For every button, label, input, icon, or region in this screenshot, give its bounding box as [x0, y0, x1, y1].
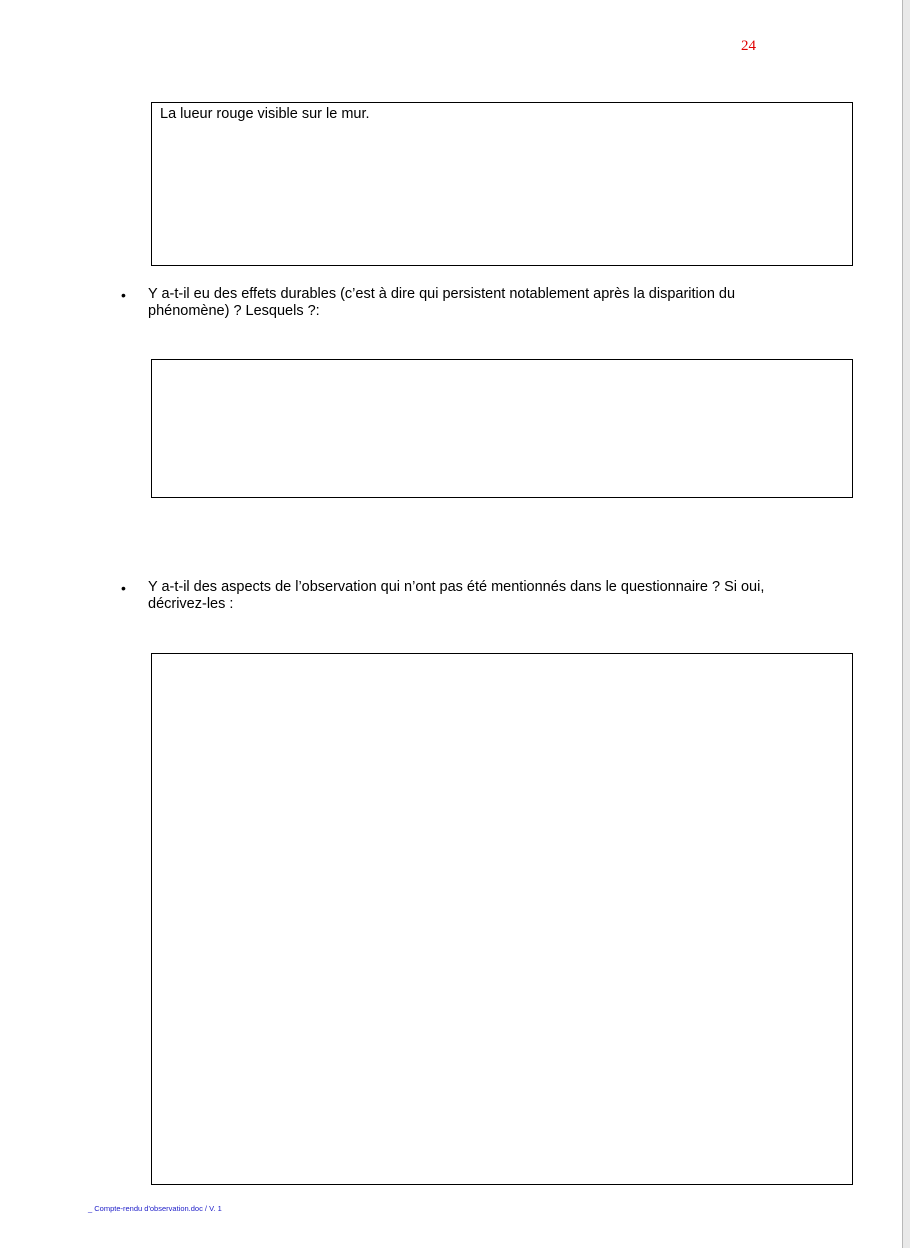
question-lasting-effects-line-2: phénomène) ? Lesquels ?:: [148, 303, 320, 319]
question-other-aspects: [148, 579, 828, 613]
question-other-aspects-line-2: décrivez-les :: [148, 596, 234, 612]
footer-filename: _ Compte-rendu d'observation.doc / V. 1: [88, 1204, 222, 1213]
bullet-1: •: [121, 287, 126, 303]
answer-box-2[interactable]: [151, 359, 853, 498]
answer-box-3[interactable]: [151, 653, 853, 1185]
question-lasting-effects-line-1: Y a-t-il eu des effets durables (c’est à dire qui persistent notablement après la disparition du: [148, 286, 736, 302]
answer-box-1[interactable]: [151, 102, 853, 266]
bullet-2: •: [121, 580, 126, 596]
page-number: 24: [741, 38, 756, 54]
page-edge-shadow: [903, 0, 910, 1248]
question-lasting-effects: [148, 286, 828, 320]
question-other-aspects-line-1: Y a-t-il des aspects de l’observation qui n’ont pas été mentionnés dans le questionnaire ? Si oui,: [148, 579, 765, 595]
answer-box-1-text: La lueur rouge visible sur le mur.: [160, 106, 370, 122]
